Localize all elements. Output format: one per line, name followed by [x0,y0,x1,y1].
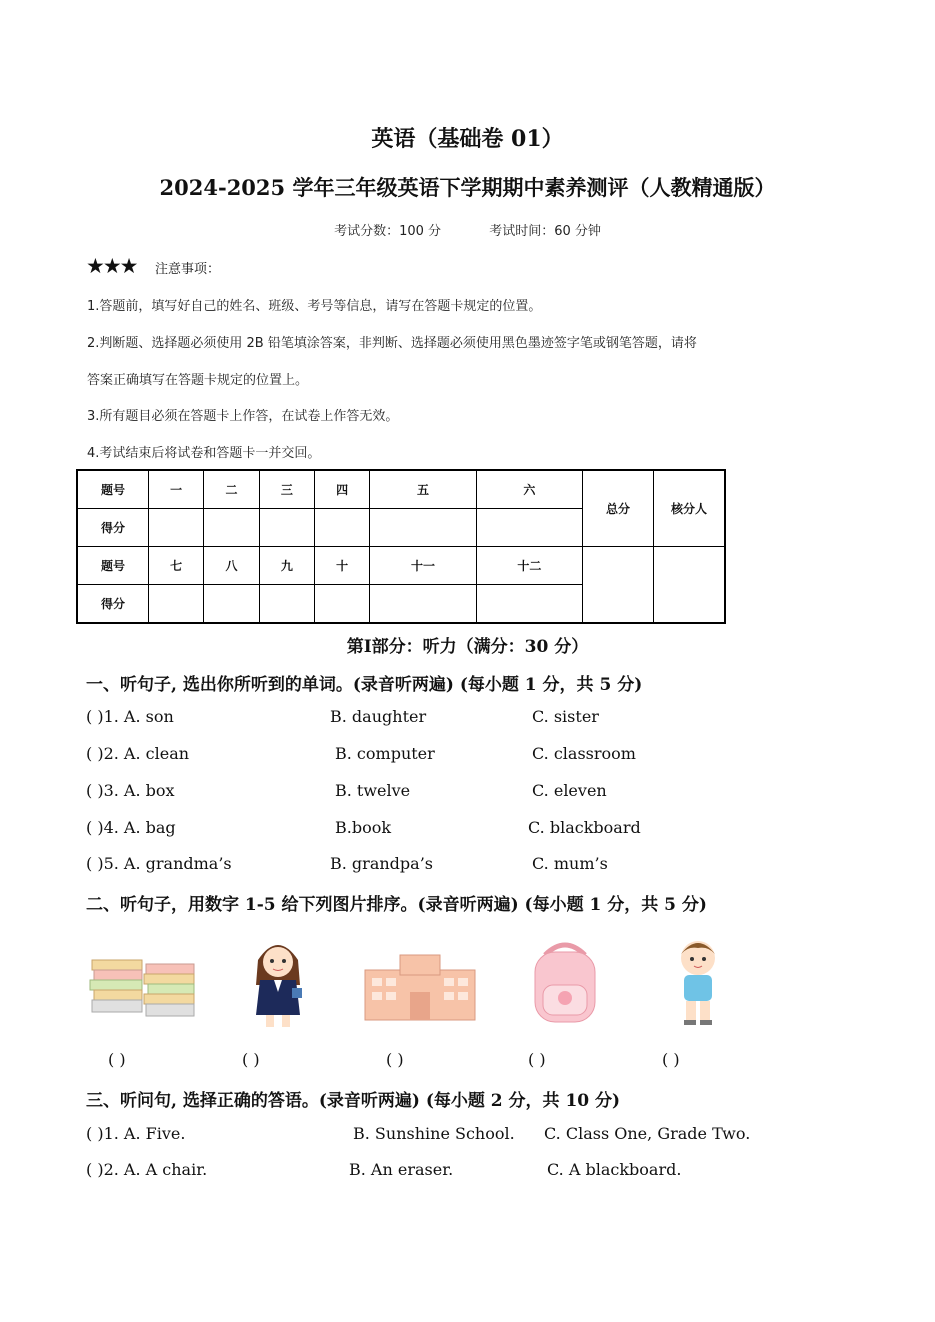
answer-blank[interactable]: ( ) [242,1050,260,1069]
score-cell[interactable] [259,509,314,547]
score-cell[interactable] [314,509,369,547]
table-cell: 二 [204,470,259,509]
table-cell: 七 [149,546,204,584]
schoolbag-picture [505,930,625,1030]
table-label: 题号 [77,546,149,584]
page-title: 英语（基础卷 01） [371,126,564,152]
checker-cell[interactable] [654,546,726,623]
star-icons: ★★★ [86,254,137,278]
section2-heading: 二、听句子，用数字 1-5 给下列图片排序。(录音听两遍) (每小题 1 分，共 5 分) [86,895,707,915]
table-cell: 三 [259,470,314,509]
question-number: ( )5. A. grandma’s [86,854,232,873]
notice-heading: 注意事项： [155,262,221,277]
question-number: ( )1. A. Five. [86,1124,186,1143]
option-c: C. sister [532,707,599,726]
score-cell[interactable] [204,509,259,547]
table-cell: 六 [476,470,582,509]
option-c: C. classroom [532,744,636,763]
page-subtitle: 2024-2025 学年三年级英语下学期期中素养测评（人教精通版） [159,175,776,200]
option-c: C. eleven [532,781,607,800]
table-cell: 十 [314,546,369,584]
section3-heading: 三、听问句, 选择正确的答语。(录音听两遍) (每小题 2 分，共 10 分) [86,1091,621,1111]
question-number: ( )3. A. box [86,781,175,800]
score-cell[interactable] [149,509,204,547]
score-table [76,469,726,624]
teacher-picture [218,930,338,1030]
answer-blank[interactable]: ( ) [662,1050,680,1069]
option-b: B. computer [335,744,435,763]
notice-item: 4.考试结束后将试卷和答题卡一并交回。 [87,446,321,461]
books-picture [88,930,208,1030]
score-cell[interactable] [476,584,582,623]
score-cell[interactable] [476,509,582,547]
checker-header: 核分人 [654,470,726,546]
table-label: 得分 [77,584,149,623]
exam-info [0,220,935,239]
option-c: C. A blackboard. [547,1160,682,1179]
notice-item: 答案正确填写在答题卡规定的位置上。 [87,373,309,388]
option-b: B. twelve [335,781,411,800]
table-cell: 四 [314,470,369,509]
total-header: 总分 [583,470,654,546]
table-cell: 十一 [370,546,476,584]
score-cell[interactable] [204,584,259,623]
answer-blank[interactable]: ( ) [528,1050,546,1069]
score-cell[interactable] [314,584,369,623]
question-number: ( )2. A. clean [86,744,190,763]
question-number: ( )4. A. bag [86,818,176,837]
section1-heading: 一、听句子, 选出你所听到的单词。(录音听两遍) (每小题 1 分，共 5 分) [86,675,643,695]
question-number: ( )2. A. A chair. [86,1160,208,1179]
time-info: 考试时间：60 分钟 [489,224,601,239]
part-heading: 第Ⅰ部分：听力（满分：30 分） [346,637,589,657]
table-cell: 十二 [476,546,582,584]
option-b: B. daughter [330,707,427,726]
question-number: ( )1. A. son [86,707,174,726]
notice-item: 3.所有题目必须在答题卡上作答，在试卷上作答无效。 [87,409,399,424]
table-cell: 一 [149,470,204,509]
notice-item: 1.答题前，填写好自己的姓名、班级、考号等信息，请写在答题卡规定的位置。 [87,299,542,314]
table-cell: 五 [370,470,476,509]
score-cell[interactable] [259,584,314,623]
answer-blank[interactable]: ( ) [386,1050,404,1069]
score-cell[interactable] [370,584,476,623]
option-b: B. Sunshine School. [353,1124,515,1143]
table-cell: 九 [259,546,314,584]
total-cell[interactable] [583,546,654,623]
answer-blank[interactable]: ( ) [108,1050,126,1069]
score-cell[interactable] [370,509,476,547]
option-c: C. mum’s [532,854,608,873]
option-b: B. An eraser. [349,1160,454,1179]
option-b: B.book [335,818,392,837]
score-info: 考试分数：100 分 [334,224,442,239]
table-cell: 八 [204,546,259,584]
notice-item: 2.判断题、选择题必须使用 2B 铅笔填涂答案，非判断、选择题必须使用黑色墨迹签字笔或钢笔答题，请将 [87,336,697,351]
option-b: B. grandpa’s [330,854,433,873]
table-label: 得分 [77,509,149,547]
score-cell[interactable] [149,584,204,623]
option-c: C. blackboard [528,818,641,837]
option-c: C. Class One, Grade Two. [544,1124,751,1143]
school-picture [360,930,480,1030]
table-label: 题号 [77,470,149,509]
boy-picture [638,930,758,1030]
